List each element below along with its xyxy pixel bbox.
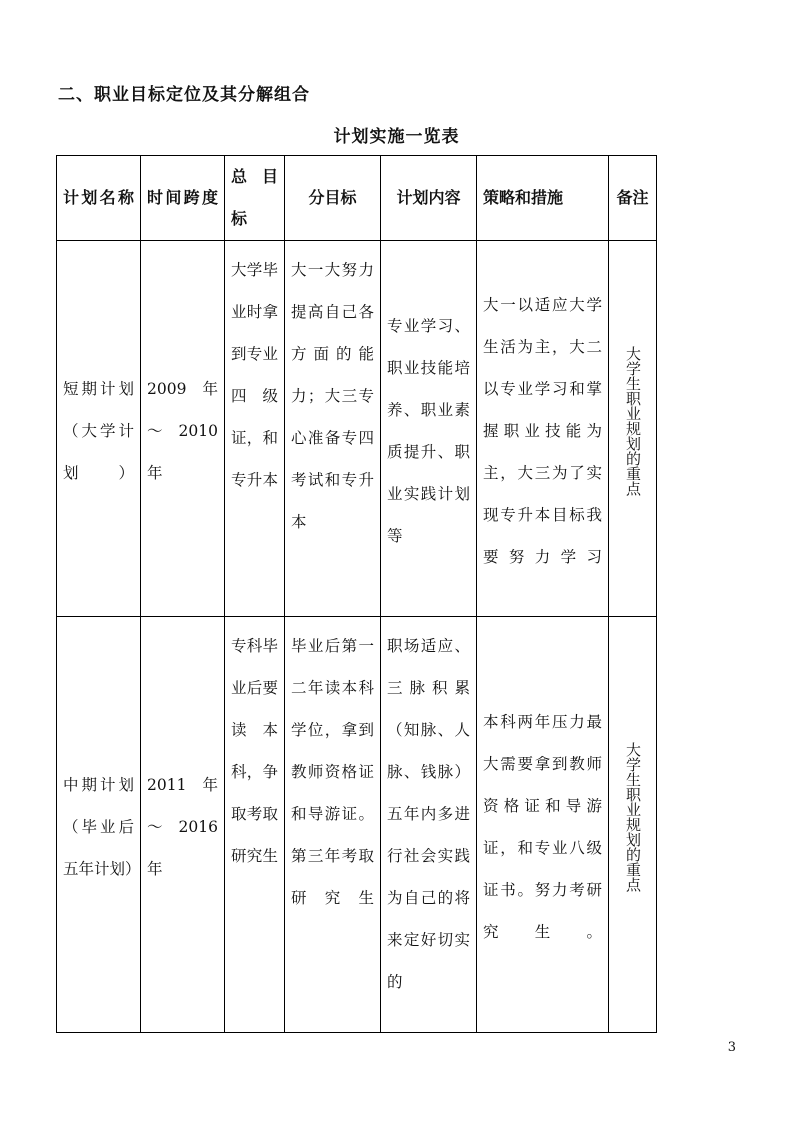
row-overall-goal: 大学毕业时拿到专业四级证，和专升本: [225, 241, 285, 617]
row-note-text: 大学生职业规划的重点: [624, 741, 642, 892]
row-plan-content: 职场适应、三脉积累（知脉、人脉、钱脉）五年内多进行社会实践为自己的将来定好切实的: [381, 617, 477, 1033]
header-plan-content: 计划内容: [381, 156, 477, 241]
row-plan-content: 专业学习、职业技能培养、职业素质提升、职业实践计划等: [381, 241, 477, 617]
row-note: [609, 617, 657, 1033]
row-overall-goal: 专科毕业后要读本科，争取考取研究生: [225, 617, 285, 1033]
row-note: [609, 241, 657, 617]
header-note: 备注: [609, 156, 657, 241]
header-time-span: 时间跨度: [141, 156, 225, 241]
table-row: [57, 617, 657, 1033]
row-plan-name: 中期计划（毕业后五年计划）: [57, 617, 141, 1033]
row-plan-name: 短期计划（大学计划）: [57, 241, 141, 617]
header-plan-name: 计划名称: [57, 156, 141, 241]
row-strategy: 本科两年压力最大需要拿到教师资格证和导游证，和专业八级证书。努力考研究生。: [477, 617, 609, 1033]
header-sub-goal: 分目标: [285, 156, 381, 241]
plan-table: [56, 155, 657, 1033]
header-overall-goal: 总目标: [225, 156, 285, 241]
row-sub-goal: 毕业后第一二年读本科学位，拿到教师资格证和导游证。第三年考取研究生: [285, 617, 381, 1033]
row-time-span: 2011 年 ～2016 年: [141, 617, 225, 1033]
row-note-text: 大学生职业规划的重点: [624, 345, 642, 496]
table-row: [57, 241, 657, 617]
row-sub-goal: 大一大努力提高自己各方面的能力；大三专心准备专四考试和专升本: [285, 241, 381, 617]
row-time-span: 2009 年 ～2010 年: [141, 241, 225, 617]
table-header-row: [57, 156, 657, 241]
page-number: 3: [727, 1040, 736, 1055]
header-strategy: 策略和措施: [477, 156, 609, 241]
section-heading: 二、职业目标定位及其分解组合: [58, 85, 310, 105]
row-strategy: 大一以适应大学生活为主，大二以专业学习和掌握职业技能为主，大三为了实现专升本目标我要努力学习: [477, 241, 609, 617]
table-title: 计划实施一览表: [333, 127, 460, 147]
